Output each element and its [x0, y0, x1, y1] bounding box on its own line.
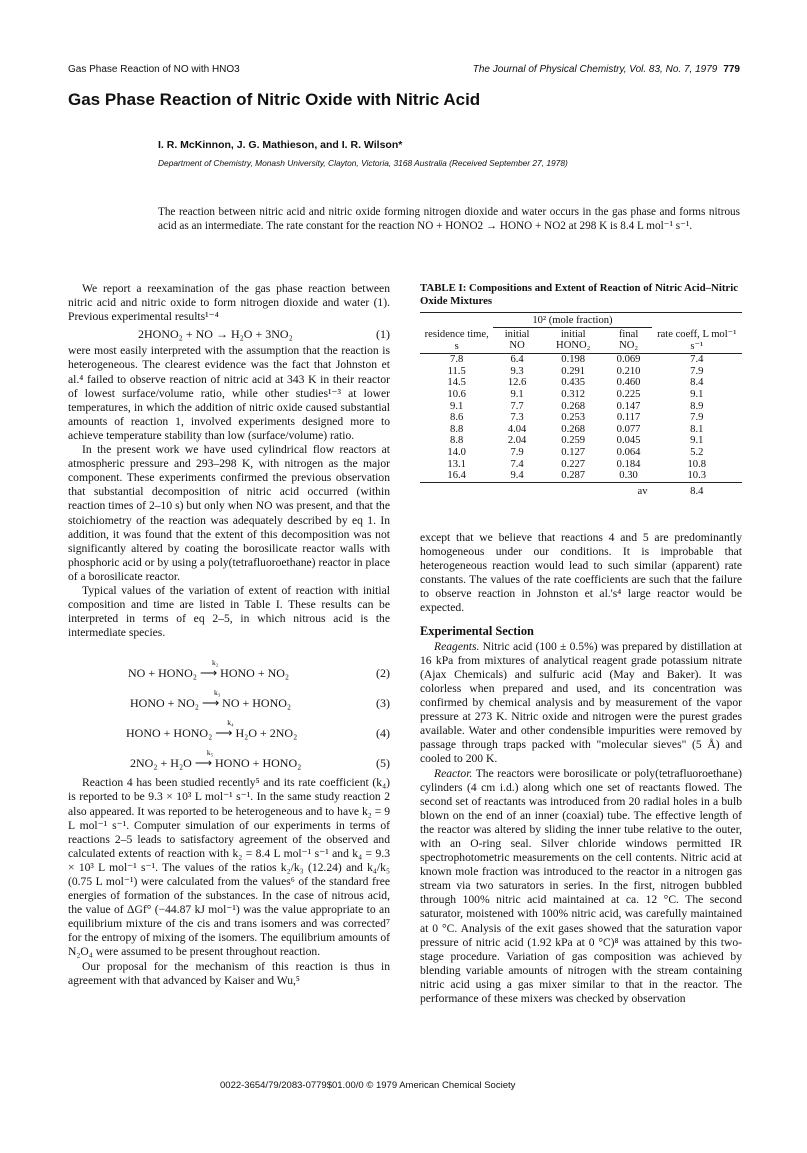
equation-1: [68, 327, 390, 341]
col-header: final NO₂: [618, 328, 639, 352]
col-header: rate coeff, L mol⁻¹ s⁻¹: [657, 329, 737, 352]
reaction-arrow: ⟶ k₃: [201, 688, 221, 711]
footer-copyright: 0022-3654/79/2083-0779$01.00/0 © 1979 American Chemical Society: [220, 1080, 516, 1091]
table-cell: 8.8: [450, 435, 464, 447]
table-cell: 10.6: [447, 389, 466, 401]
journal-name: The Journal of Physical Chemistry, Vol. 83, No. 7, 1979: [472, 64, 718, 75]
subsection-lead: Reactor.: [434, 766, 473, 780]
table-cell: 7.9: [510, 447, 524, 459]
table-cell: 9.4: [510, 470, 524, 482]
table-cell: 0.069: [616, 354, 641, 366]
table-cell: 8.4: [690, 377, 704, 389]
table-cell: 0.259: [561, 435, 586, 447]
table-row: [420, 389, 742, 401]
table-1: [420, 312, 742, 497]
table-cell: 0.268: [561, 400, 586, 412]
table-row: [420, 447, 742, 459]
equation-5: 2NO₂ + H₂O ⟶ k₅ HONO + HONO₂ (5): [130, 748, 390, 771]
table-row: [420, 424, 742, 436]
col-header: initial NO: [504, 328, 530, 352]
table-cell: 0.117: [616, 412, 641, 424]
table-row: [420, 354, 742, 366]
table-cell: 8.6: [450, 412, 464, 424]
table-row: [420, 435, 742, 447]
table-cell: 5.2: [690, 447, 704, 459]
table-row: [420, 377, 742, 389]
reaction-arrow: ⟶ k₂: [199, 658, 219, 681]
table-cell: 14.5: [447, 377, 466, 389]
table-row: [420, 412, 742, 424]
table-cell: 0.227: [561, 458, 586, 470]
table-cell: 0.225: [616, 389, 641, 401]
table-cell: 10.3: [687, 470, 707, 482]
table-cell: 0.198: [561, 354, 586, 366]
reaction-arrow: ⟶ k₅: [194, 748, 214, 771]
table-cell: 0.30: [619, 470, 638, 482]
group-header: 10² (mole fraction): [493, 313, 651, 328]
abstract: The reaction between nitric acid and nitric oxide forming nitrogen dioxide and water occurs in the gas phase and forms nitrous acid as an intermediate. The rate constant for the reaction NO + HONO2 → HONO + NO2 at 298 K is 8.4 L mol⁻¹ s⁻¹.: [158, 206, 740, 232]
table-cell: 7.9: [690, 365, 704, 377]
table-cell: 6.4: [510, 354, 524, 366]
table-cell: 0.210: [616, 365, 641, 377]
paragraph: Typical values of the variation of extent of reaction with initial composition and time are listed in Table I. These results can be interpreted in terms of eq 2–5, in which nitrous acid is the intermediate species.: [68, 583, 390, 640]
table-cell: 11.5: [447, 365, 466, 377]
table-caption: TABLE I: Compositions and Extent of Reaction of Nitric Acid–Nitric Oxide Mixtures: [420, 282, 738, 307]
paragraph: Reactor. The reactors were borosilicate or poly(tetrafluoroethane) cylinders (4 cm i.d.) along which one set of reactants flowed. The second set of reactants was introduced from 20 radial holes in a bulb blown on the end of an inner (coaxial) tube. The effective length of the reactor was altered by sliding the inner tube relative to the outer, with an O-ring seal. Silver chloride windows permitted IR spectrophotometric measurements on the cell contents. Nitric acid at known mole fraction was introduced to the reactor in a nitrogen gas stream via two saturators in series. In the first, nitrogen bubbled through 100% nitric acid maintained at ca. 12 °C. The second saturator, moistened with 100% nitric acid, was carefully maintained at 0 °C. Analysis of the exit gases showed that the saturation vapor pressure of nitric acid (1.92 kPa at 0 °C)⁸ was attained by this two-stage procedure. Variation of gas composition was achieved by blending variable amounts of nitrogen with the stream containing nitric acid using a gas mixer similar to that in the reactor. The performance of these mixers was checked by observation: [420, 766, 742, 1005]
table-cell: 0.291: [561, 365, 586, 377]
table-cell: 7.4: [690, 354, 704, 366]
table-cell: 16.4: [447, 470, 466, 482]
subsection-lead: Reagents.: [434, 639, 480, 653]
table-cell: 0.184: [616, 458, 641, 470]
average-label: av: [637, 485, 648, 497]
table-cell: 2.04: [507, 435, 527, 447]
equation-number: (1): [376, 327, 390, 342]
paragraph: In the present work we have used cylindrical flow reactors at atmospheric pressure and 293–298 K, with nitrogen as the major component. These experiments confirmed the previous observation that substantial decomposition of nitric acid occurred (within reaction times of 2–10 s) but only when NO was present, and that the stoichiometry of the reaction was adequately described by eq 1. In addition, it was found that the extent of this decomposition was not significantly altered by coating the borosilicate reactor walls with phosphoric acid or by using a poly(tetrafluoroethane) reactor in place of a borosilicate reactor.: [68, 443, 390, 583]
table-cell: 14.0: [447, 447, 466, 459]
table-cell: 9.1: [690, 389, 704, 401]
table-cell: 9.1: [450, 400, 464, 412]
paragraph: We report a reexamination of the gas phase reaction between nitric acid and nitric oxide to form nitrogen dioxide and water (1). Previous experimental results¹⁻⁴: [68, 282, 390, 324]
table-cell: 0.045: [616, 435, 641, 447]
table-cell: 0.312: [561, 389, 586, 401]
table-row: [420, 366, 742, 378]
table-cell: 7.3: [510, 412, 524, 424]
table-cell: 12.6: [507, 377, 527, 389]
equation-number: (2): [376, 666, 390, 681]
equation-number: (3): [376, 696, 390, 711]
section-heading: Experimental Section: [420, 623, 534, 638]
table-cell: 0.435: [561, 377, 586, 389]
table-cell: 0.147: [616, 400, 641, 412]
equation-block: [68, 650, 390, 770]
running-title: Gas Phase Reaction of NO with HNO3: [68, 64, 240, 75]
average-value: 8.4: [690, 485, 704, 497]
table-cell: 0.064: [616, 447, 641, 459]
paragraph: were most easily interpreted with the assumption that the reaction is heterogeneous. The clearest evidence was the fact that Johnston et al.⁴ failed to observe reaction of nitric acid at 343 K in their reactor of lowest surface/volume ratio, while other studies¹⁻³ at lower temperatures, in which the addition of nitric oxide caused substantial amounts of reaction 1, involved experiments designed more to achieve temperature stability than low (surface/volume) ratio.: [68, 344, 390, 442]
table-cell: 7.7: [510, 400, 524, 412]
col-header: residence time, s: [424, 329, 489, 352]
table-cell: 9.1: [510, 389, 524, 401]
table-cell: 4.04: [507, 423, 527, 435]
table-row: [420, 470, 742, 482]
data-table: [420, 312, 742, 497]
table-cell: 8.8: [450, 423, 464, 435]
authors: I. R. McKinnon, J. G. Mathieson, and I. R. Wilson*: [158, 139, 403, 151]
right-column: [420, 531, 742, 1006]
table-cell: 0.253: [561, 412, 586, 424]
table-cell: 9.3: [510, 365, 524, 377]
table-cell: 13.1: [447, 458, 466, 470]
reaction-arrow: ⟶ k₄: [215, 718, 234, 741]
table-cell: 7.9: [690, 412, 704, 424]
paragraph: except that we believe that reactions 4 and 5 are predominantly homogeneous under our conditions. It is improbable that heterogeneous reaction would lead to such similar (apparent) rate constants. The values of the rate coefficients are such that the failure to observe reaction in Johnston et al.'s⁴ large reactor would be expected.: [420, 531, 742, 615]
page-number: 779: [723, 64, 740, 75]
paper-title: Gas Phase Reaction of Nitric Oxide with Nitric Acid: [68, 90, 481, 109]
table-cell: 0.127: [561, 447, 586, 459]
equation-4: HONO + HONO₂ ⟶ k₄ H₂O + 2NO₂ (4): [126, 718, 390, 741]
table-cell: 0.268: [561, 423, 586, 435]
paragraph: Reaction 4 has been studied recently⁵ and its rate coefficient (k₄) is reported to be 9.3 × 10³ L mol⁻¹ s⁻¹. In the same study reaction 2 also appeared. It was reported to be heterogeneous and to have k₂ = 9 L mol⁻¹ s⁻¹. Computer simulation of our experiments in terms of reactions 2–5 leads to satisfactory agreement of the observed and calculated extents of reaction with k₂ = 8.4 L mol⁻¹ s⁻¹ and k₄ = 9.3 × 10³ L mol⁻¹ s⁻¹. The values of the ratios k₂/k₃ (12.24) and k₄/k₅ (0.75 L mol⁻¹) were calculated from the values⁶ of the standard free energies of formation of the substances. In the case of nitrous acid, the value of ΔGf° (−44.87 kJ mol⁻¹) was the value appropriate to an equilibrium mixture of the cis and trans isomers and was corrected⁷ for the entropy of mixing of the isomers. The equilibrium amounts of N₂O₄ were assumed to be present throughout reaction.: [68, 776, 390, 959]
table-cell: 0.460: [616, 377, 641, 389]
table-cell: 0.287: [561, 470, 586, 482]
left-column: [68, 282, 390, 988]
col-header: initial HONO₂: [556, 328, 591, 352]
table-cell: 8.1: [690, 423, 704, 435]
affiliation: Department of Chemistry, Monash University, Clayton, Victoria, 3168 Australia (Received September 27, 1978): [158, 158, 568, 168]
table-row: [420, 401, 742, 413]
table-cell: 8.9: [690, 400, 704, 412]
journal-citation: [432, 64, 740, 75]
table-cell: 9.1: [690, 435, 704, 447]
equation-number: (4): [376, 726, 390, 741]
table-cell: 10.8: [687, 458, 707, 470]
table-cell: 7.4: [510, 458, 524, 470]
paragraph: Our proposal for the mechanism of this reaction is thus in agreement with that advanced by Kaiser and Wu,⁵: [68, 959, 390, 987]
equation-3: HONO + NO₂ ⟶ k₃ NO + HONO₂ (3): [130, 688, 390, 711]
equation-2: NO + HONO₂ ⟶ k₂ HONO + NO₂ (2): [128, 658, 390, 681]
table-cell: 0.077: [616, 423, 641, 435]
table-row: [420, 459, 742, 471]
table-body: [420, 354, 742, 483]
table-cell: 7.8: [450, 354, 464, 366]
equation-number: (5): [376, 756, 390, 771]
equation-text: 2HONO₂ + NO → H₂O + 3NO₂: [138, 327, 293, 342]
paragraph: Reagents. Nitric acid (100 ± 0.5%) was prepared by distillation at 16 kPa from mixtures of analytical reagent grade potassium nitrate (Ajax Chemicals) and sulfuric acid (May and Baker). It was colorless when prepared and used, and its concentration was confirmed by chemical analysis and by measurement of the vapor pressure at 273 K. Nitric oxide and nitrogen were the purest grades available. Water and other condensible impurities were removed by passage through traps packed with "molecular sieves" (5 Å) and cooled to 200 K.: [420, 639, 742, 766]
